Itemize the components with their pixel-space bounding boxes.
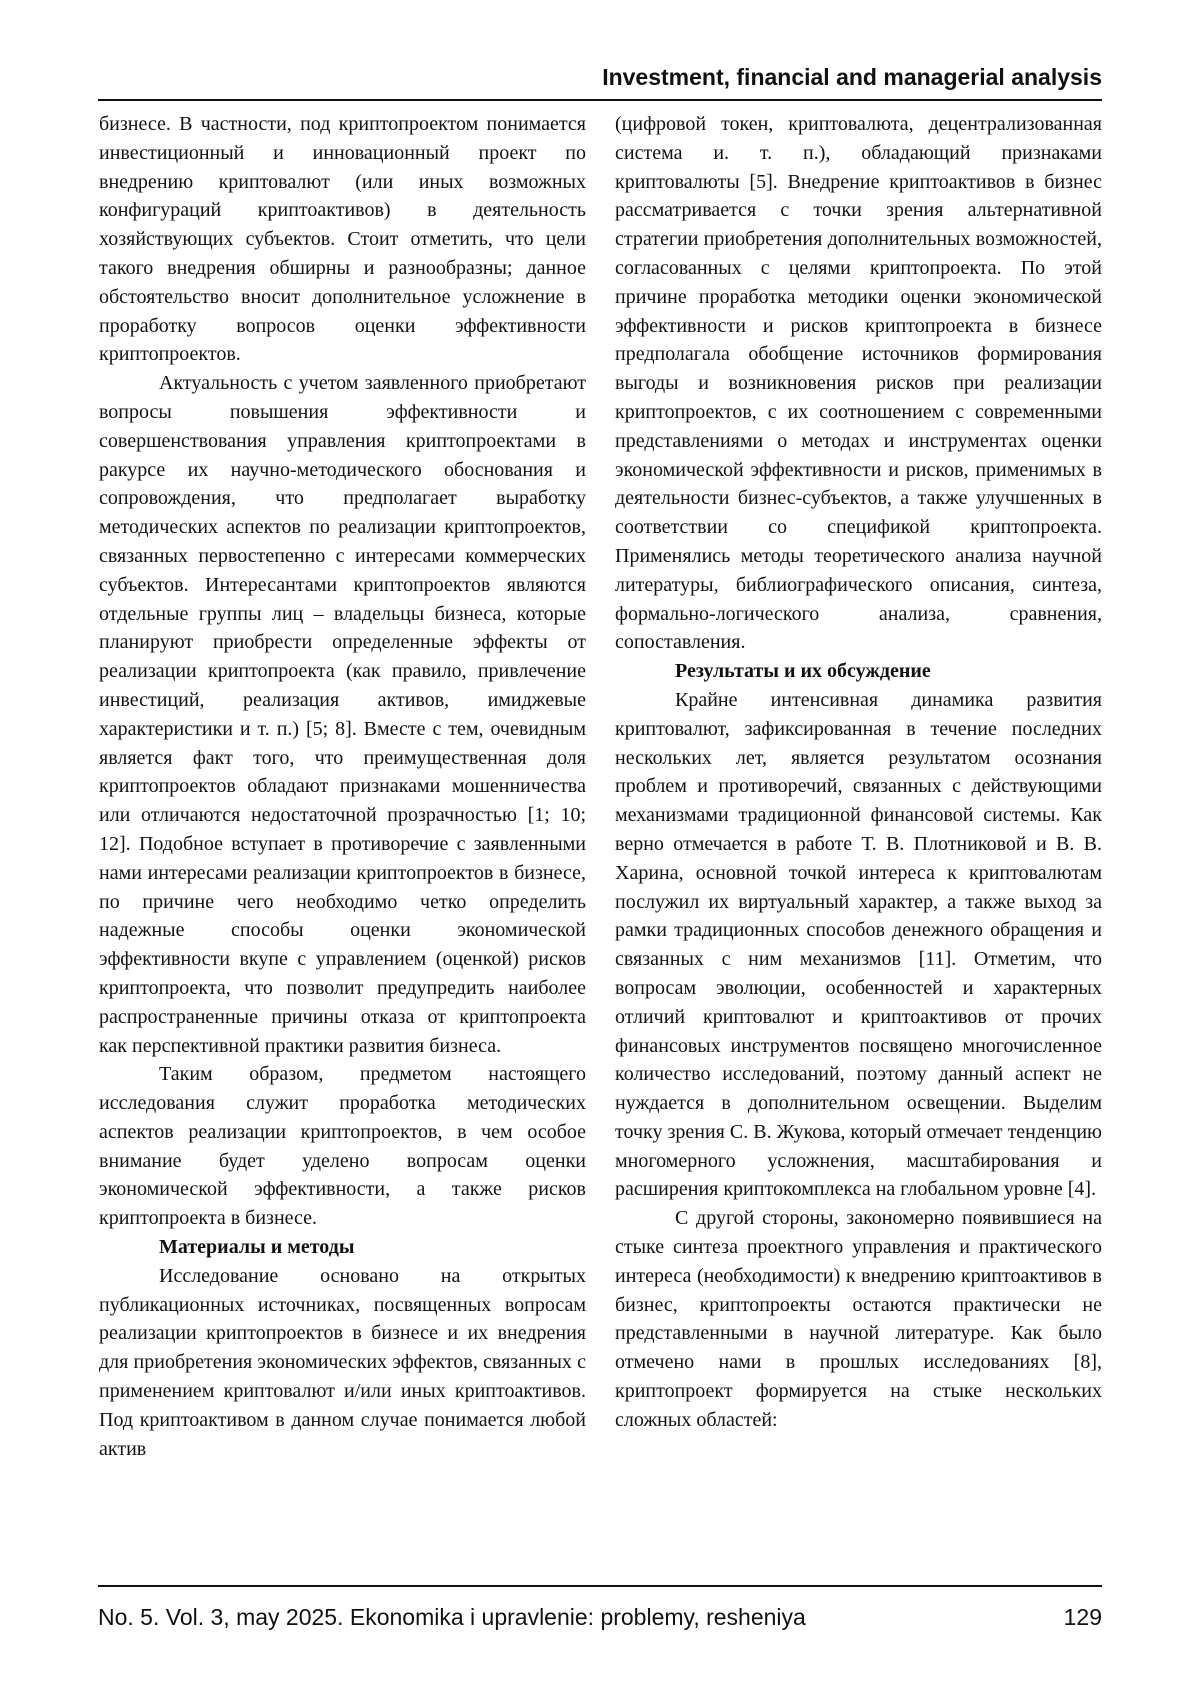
left-paragraph-3: Таким образом, предметом настоящего исследования служит проработка методических аспектов реализации криптопроектов, в чем особое внимание будет уделено вопросам оценки экономической эффективности, а также рисков криптопроекта в бизнесе. — [99, 1063, 586, 1230]
section-heading-methods: Материалы и методы — [159, 1236, 355, 1259]
right-paragraph-1: (цифровой токен, криптовалюта, децентрализованная система и. т. п.), обладающий признаками криптовалюты [5]. Внедрение криптоактивов в бизнес рассматривается с точки зрения альтернативной стратегии приобретения дополнительных возможностей, согласованных с целями криптопроекта. По этой причине проработка методики оценки экономической эффективности и рисков криптопроекта в бизнесе предполагала обобщение источников формирования выгоды и возникновения рисков при реализации криптопроектов, с их соотношением с современными представлениями о методах и инструментах оценки экономической эффективности и рисков, применимых в деятельности бизнес-субъектов, а также улучшенных в соответствии со спецификой криптопроекта. Применялись методы теоретического анализа научной литературы, библиографического описания, синтеза, формально-логического анализа, сравнения, сопоставления. — [615, 113, 1102, 654]
section-heading-results: Результаты и их обсуждение — [675, 660, 931, 683]
left-paragraph-2: Актуальность с учетом заявленного приобретают вопросы повышения эффективности и совершенствования управления криптопроектами в ракурсе их научно-методического обоснования и сопровождения, что предполагает выработку методических аспектов по реализации криптопроектов, связанных первостепенно с интересами коммерческих субъектов. Интересантами криптопроектов являются отдельные группы лиц – владельцы бизнеса, которые планируют приобрести определенные эффекты от реализации криптопроекта (как правило, привлечение инвестиций, реализация активов, имиджевые характеристики и т. п.) [5; 8]. Вместе с тем, очевидным является факт того, что преимущественная доля криптопроектов обладают признаками мошенничества или отличаются недостаточной прозрачностью [1; 10; 12]. Подобное вступает в противоречие с заявленными нами интересами реализации криптопроектов в бизнесе, по причине чего необходимо четко определить надежные способы оценки экономической эффективности вкупе с управлением (оценкой) рисков криптопроекта, что позволит предупредить наиболее распространенные причины отказа от криптопроекта как перспективной практики развития бизнеса. — [99, 372, 586, 1057]
footer-citation: No. 5. Vol. 3, may 2025. Ekonomika i upravlenie: problemy, resheniya — [98, 1604, 806, 1630]
right-column — [615, 110, 1102, 1580]
header-rule — [98, 99, 1102, 101]
running-title: Investment, financial and managerial analysis — [602, 64, 1102, 90]
left-column — [99, 110, 586, 1580]
left-paragraph-4: Исследование основано на открытых публикационных источниках, посвященных вопросам реализации криптопроектов в бизнесе и их внедрения для приобретения экономических эффектов, связанных с применением криптовалют и/или иных криптоактивов. Под криптоактивом в данном случае понимается любой актив — [99, 1264, 586, 1460]
footer-rule — [98, 1585, 1102, 1587]
right-paragraph-2: Крайне интенсивная динамика развития криптовалют, зафиксированная в течение последних нескольких лет, является результатом осознания проблем и противоречий, связанных с действующими механизмами традиционной финансовой системы. Как верно отмечается в работе Т. В. Плотниковой и В. В. Харина, основной точкой интереса к криптовалютам послужил их виртуальный характер, а также выход за рамки традиционных способов денежного обращения и связанных с ним механизмов [11]. Отметим, что вопросам эволюции, особенностей и характерных отличий криптовалют и криптоактивов от прочих финансовых инструментов посвящено многочисленное количество исследований, поэтому данный аспект не нуждается в дополнительном освещении. Выделим точку зрения С. В. Жукова, который отмечает тенденцию многомерного усложнения, масштабирования и расширения криптокомплекса на глобальном уровне [4]. — [615, 688, 1102, 1201]
page-number: 129 — [1063, 1604, 1102, 1630]
right-paragraph-3: С другой стороны, закономерно появившиеся на стыке синтеза проектного управления и практического интереса (необходимости) к внедрению криптоактивов в бизнес, криптопроекты остаются практически не представленными в научной литературе. Как было отмечено нами в прошлых исследованиях [8], криптопроект формируется на стыке нескольких сложных областей: — [615, 1207, 1102, 1431]
left-paragraph-1: бизнесе. В частности, под криптопроектом понимается инвестиционный и инновационный проект по внедрению криптовалют (или иных возможных конфигураций криптоактивов) в деятельность хозяйствующих субъектов. Стоит отметить, что цели такого внедрения обширны и разнообразны; данное обстоятельство вносит дополнительное усложнение в проработку вопросов оценки эффективности криптопроектов. — [99, 113, 586, 366]
